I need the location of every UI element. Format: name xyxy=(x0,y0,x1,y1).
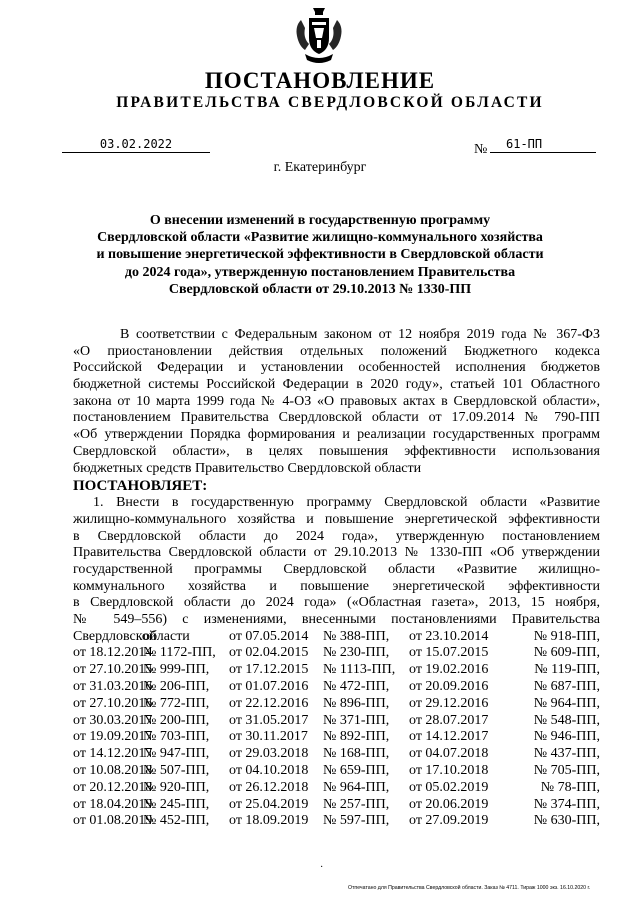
amendment-number: № 630-ПП, xyxy=(533,813,600,829)
amendment-date: от 02.04.2015 xyxy=(229,645,309,661)
issuer-name: ПРАВИТЕЛЬСТВА СВЕРДЛОВСКОЙ ОБЛАСТИ xyxy=(116,94,544,111)
amendment-date: от 27.10.2015 xyxy=(73,662,153,678)
amendment-number: № 388-ПП, xyxy=(323,628,390,644)
item-line: 1. Внести в государственную программу Свердловской области «Развитие xyxy=(93,495,600,511)
amendment-date: от 05.02.2019 xyxy=(409,779,489,795)
amendment-date: от 10.08.2018 xyxy=(73,763,153,779)
amendment-number: № 78-ПП, xyxy=(540,779,600,795)
amendment-date: от 23.10.2014 xyxy=(409,628,489,644)
amendment-number: № 206-ПП, xyxy=(143,679,210,695)
item-line: коммунального хозяйства и повышение энергетической эффективности xyxy=(73,578,600,594)
preamble-line: «Об утверждении Порядка формирования и реализации государственных программ xyxy=(73,427,600,443)
amendment-date: от 17.10.2018 xyxy=(409,763,489,779)
amendment-number: № 705-ПП, xyxy=(533,763,600,779)
amendment-number: № 168-ПП, xyxy=(323,746,390,762)
heading-line: и повышение энергетической эффективности в Свердловской области xyxy=(96,247,544,263)
amendment-row xyxy=(73,797,600,814)
amendment-number: № 1172-ПП, xyxy=(143,645,216,661)
document-number: 61-ПП xyxy=(490,137,596,153)
heading-line: до 2024 года», утвержденную постановлением Правительства xyxy=(124,264,516,280)
amendment-date: от 31.03.2016 xyxy=(73,679,153,695)
resolve-heading: ПОСТАНОВЛЯЕТ: xyxy=(73,478,208,495)
amendment-number: № 703-ПП, xyxy=(143,729,210,745)
amendment-date: от 04.10.2018 xyxy=(229,763,309,779)
amendment-row xyxy=(73,662,600,679)
amendment-row xyxy=(73,813,600,830)
amendment-number: № 257-ПП, xyxy=(323,796,390,812)
amendment-number: № 918-ПП, xyxy=(533,628,600,644)
preamble-line: закона от 10 марта 1999 года № 4-ОЗ «О правовых актах в Свердловской области», xyxy=(73,393,600,409)
amendment-number: № 371-ПП, xyxy=(323,712,390,728)
print-footer: Отпечатано для Правительства Свердловской области. Заказ № 4711. Тираж 1000 экз. 16.10.2020 г. xyxy=(348,885,591,891)
amendment-date: от 20.12.2018 xyxy=(73,779,153,795)
amendment-number: № 230-ПП, xyxy=(323,645,390,661)
amendment-number: № 1113-ПП, xyxy=(323,662,396,678)
amendment-number: № 947-ПП, xyxy=(143,746,210,762)
footer-mark: · xyxy=(320,862,324,873)
item-line: государственной программы Свердловской области «Развитие жилищно- xyxy=(73,561,600,577)
amendment-number: № 896-ПП, xyxy=(323,695,390,711)
heading-line: Свердловской области «Развитие жилищно-коммунального хозяйства xyxy=(97,230,543,246)
amendment-date: от 20.09.2016 xyxy=(409,679,489,695)
amendment-row xyxy=(73,713,600,730)
document-heading xyxy=(80,212,560,298)
amendment-date: от 28.07.2017 xyxy=(409,712,489,728)
amendment-number: № 659-ПП, xyxy=(323,763,390,779)
amendment-date: от 29.12.2016 xyxy=(409,695,489,711)
amendment-number: № 245-ПП, xyxy=(143,796,210,812)
amendment-date: от 27.10.2016 xyxy=(73,695,153,711)
heading-line: Свердловской области от 29.10.2013 № 1330-ПП xyxy=(168,281,472,297)
amendment-date: от 15.07.2015 xyxy=(409,645,489,661)
amendment-row xyxy=(73,696,600,713)
amendment-date: от 19.09.2017 xyxy=(73,729,153,745)
amendment-number: области xyxy=(143,628,190,644)
amendment-date: от 27.09.2019 xyxy=(409,813,489,829)
amendment-list xyxy=(73,629,600,831)
amendment-date: от 04.07.2018 xyxy=(409,746,489,762)
amendment-number: № 437-ПП, xyxy=(533,746,600,762)
number-sign: № xyxy=(474,142,488,157)
amendment-date: от 14.12.2017 xyxy=(409,729,489,745)
item-line: в Свердловской области до 2024 года» («Областная газета», 2013, 15 ноября, xyxy=(73,595,600,611)
amendment-number: № 472-ПП, xyxy=(323,679,390,695)
amendment-number: № 548-ПП, xyxy=(533,712,600,728)
amendment-date: от 18.12.2014 xyxy=(73,645,153,661)
amendment-date: Свердловской xyxy=(73,628,157,644)
amendment-row xyxy=(73,679,600,696)
amendment-date: от 01.08.2019 xyxy=(73,813,153,829)
amendment-date: от 17.12.2015 xyxy=(229,662,309,678)
amendment-number: № 964-ПП, xyxy=(323,779,390,795)
amendment-date: от 19.02.2016 xyxy=(409,662,489,678)
amendment-date: от 18.09.2019 xyxy=(229,813,309,829)
amendment-date: от 07.05.2014 xyxy=(229,628,309,644)
amendment-number: № 946-ПП, xyxy=(533,729,600,745)
amendment-number: № 119-ПП, xyxy=(534,662,600,678)
amendment-row xyxy=(73,746,600,763)
amendment-date: от 01.07.2016 xyxy=(229,679,309,695)
amendment-number: № 200-ПП, xyxy=(143,712,210,728)
amendment-row xyxy=(73,645,600,662)
amendment-date: от 20.06.2019 xyxy=(409,796,489,812)
item-line: в Свердловской области до 2024 года», утвержденную постановлением xyxy=(73,528,600,544)
heading-line: О внесении изменений в государственную программу xyxy=(149,213,491,228)
amendment-number: № 687-ПП, xyxy=(533,679,600,695)
amendment-number: № 964-ПП, xyxy=(533,695,600,711)
preamble-line: Свердловской области», в целях повышения эффективности использования xyxy=(73,443,600,459)
amendment-row xyxy=(73,729,600,746)
document-body xyxy=(73,327,600,830)
preamble-line: «О приостановлении действия отдельных положений Бюджетного кодекса xyxy=(73,343,600,359)
document-date: 03.02.2022 xyxy=(62,137,210,153)
item-line: жилищно-коммунального хозяйства и повышение энергетической эффективности xyxy=(73,511,600,527)
amendment-date: от 31.05.2017 xyxy=(229,712,309,728)
amendment-date: от 30.03.2017 xyxy=(73,712,153,728)
amendment-date: от 18.04.2019 xyxy=(73,796,153,812)
amendment-date: от 30.11.2017 xyxy=(229,729,308,745)
amendment-row xyxy=(73,780,600,797)
amendment-number: № 772-ПП, xyxy=(143,695,210,711)
preamble-line: бюджетной системы Российской Федерации в 2020 году», статьей 101 Областного xyxy=(73,377,600,393)
amendment-date: от 22.12.2016 xyxy=(229,695,309,711)
amendment-date: от 26.12.2018 xyxy=(229,779,309,795)
amendment-number: № 507-ПП, xyxy=(143,763,210,779)
amendment-number: № 920-ПП, xyxy=(143,779,210,795)
preamble-line: постановлением Правительства Свердловской области от 17.09.2014 № 790-ПП xyxy=(73,410,600,426)
coat-of-arms-icon xyxy=(295,6,343,66)
city: г. Екатеринбург xyxy=(273,160,367,175)
amendment-number: № 609-ПП, xyxy=(533,645,600,661)
amendment-date: от 29.03.2018 xyxy=(229,746,309,762)
preamble-line: Российской Федерации и установлении особенностей исполнения бюджетов xyxy=(73,360,600,376)
amendment-date: от 14.12.2017 xyxy=(73,746,153,762)
amendment-number: № 597-ПП, xyxy=(323,813,390,829)
amendment-number: № 374-ПП, xyxy=(533,796,600,812)
amendment-number: № 999-ПП, xyxy=(143,662,210,678)
amendment-row xyxy=(73,629,600,646)
item-line: Правительства Свердловской области от 29.10.2013 № 1330-ПП «Об утверждении xyxy=(73,545,600,561)
amendment-number: № 452-ПП, xyxy=(143,813,210,829)
amendment-number: № 892-ПП, xyxy=(323,729,390,745)
preamble-line: бюджетных средств Правительство Свердловской области xyxy=(73,460,422,476)
document-title: ПОСТАНОВЛЕНИЕ xyxy=(204,68,436,93)
amendment-date: от 25.04.2019 xyxy=(229,796,309,812)
preamble-line: В соответствии с Федеральным законом от 12 ноября 2019 года № 367-ФЗ xyxy=(120,327,600,342)
item-line: № 549–556) с изменениями, внесенными постановлениями Правительства xyxy=(73,612,600,627)
amendment-row xyxy=(73,763,600,780)
